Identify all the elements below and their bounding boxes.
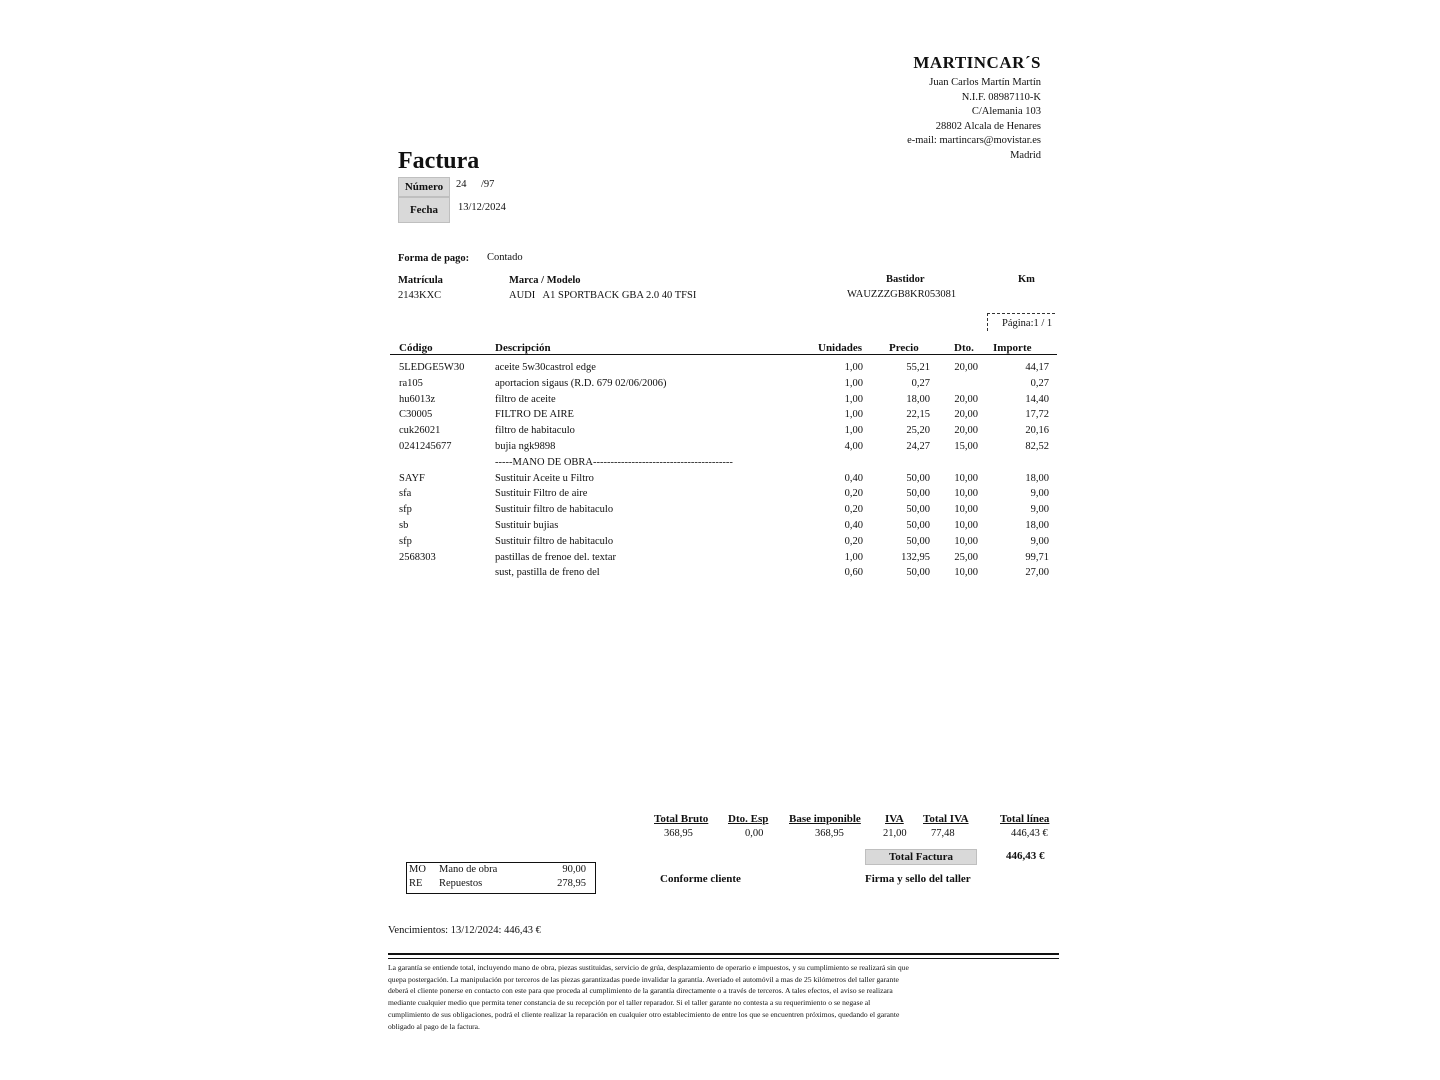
- marca-value: AUDI A1 SPORTBACK GBA 2.0 40 TFSI: [509, 290, 697, 301]
- dto-esp-label: Dto. Esp: [728, 813, 769, 825]
- cell-dto: 10,00: [954, 472, 978, 484]
- page-indicator: Página:1 / 1: [987, 313, 1055, 331]
- cell-descripcion: bujia ngk9898: [495, 440, 556, 452]
- cell-codigo: 2568303: [399, 551, 436, 563]
- col-codigo-header: Código: [399, 342, 433, 354]
- total-factura-value: 446,43 €: [1006, 850, 1045, 862]
- cell-descripcion: FILTRO DE AIRE: [495, 409, 574, 421]
- company-province: Madrid: [1010, 149, 1041, 161]
- company-email: e-mail: martincars@movistar.es: [907, 135, 1041, 147]
- company-owner: Juan Carlos Martín Martín: [929, 77, 1041, 88]
- legal-line: quepa postergación. La manipulación por terceros de las piezas garantizadas puede invalidar la garantía. Averiado el automóvil a mas de 25 kilómetros del taller garante: [388, 974, 899, 984]
- base-imponible-label: Base imponible: [789, 813, 861, 825]
- legal-line: mediante cualquier medio que permita tener constancia de su recepción por el taller reparador. Si el taller garante no contesta a su requerimiento o se negase al: [388, 998, 871, 1008]
- cell-codigo: 5LEDGE5W30: [399, 362, 465, 373]
- cell-dto: 20,00: [954, 409, 978, 421]
- table-header-rule: [390, 354, 1057, 355]
- company-nif: N.I.F. 08987110-K: [961, 91, 1041, 103]
- table-row: [0, 488, 1440, 504]
- table-row: [0, 520, 1440, 536]
- summary-box: [406, 862, 596, 894]
- total-iva-label: Total IVA: [923, 813, 969, 825]
- cell-dto: 10,00: [954, 567, 978, 579]
- summary-label: Mano de obra: [439, 864, 498, 875]
- cell-unidades: 0,20: [844, 504, 863, 516]
- cell-precio: 25,20: [906, 425, 930, 437]
- cell-precio: 50,00: [906, 535, 930, 547]
- cell-dto: 10,00: [954, 519, 978, 531]
- table-row: [0, 473, 1440, 489]
- table-row: [0, 425, 1440, 441]
- cell-codigo: ra105: [399, 377, 423, 389]
- table-row: [0, 378, 1440, 394]
- summary-row: [407, 863, 595, 877]
- cell-importe: 18,00: [1025, 472, 1049, 484]
- bastidor-label: Bastidor: [886, 274, 925, 285]
- km-label: Km: [1018, 274, 1035, 285]
- cell-descripcion: filtro de habitaculo: [495, 425, 575, 437]
- cell-importe: 17,72: [1025, 409, 1049, 421]
- summary-code: RE: [409, 878, 423, 889]
- cell-codigo: cuk26021: [399, 425, 441, 437]
- cell-importe: 9,00: [1030, 535, 1049, 547]
- fecha-value: 13/12/2024: [458, 202, 506, 213]
- bastidor-value: WAUZZZGB8KR053081: [847, 289, 957, 300]
- summary-amount: 278,95: [557, 878, 586, 889]
- cell-importe: 44,17: [1025, 362, 1049, 373]
- payment-value: Contado: [487, 252, 523, 263]
- numero-suffix: /97: [481, 179, 495, 190]
- footer-rule-thin: [388, 958, 1059, 959]
- table-row: [0, 536, 1440, 552]
- fecha-label: Fecha: [398, 197, 450, 223]
- cell-unidades: 1,00: [844, 409, 863, 421]
- cell-dto: 20,00: [954, 362, 978, 373]
- cell-codigo: hu6013z: [399, 393, 436, 405]
- cell-unidades: 0,20: [844, 488, 863, 500]
- table-row: [0, 441, 1440, 457]
- cell-descripcion: aportacion sigaus (R.D. 679 02/06/2006): [495, 377, 667, 389]
- cell-importe: 82,52: [1025, 440, 1049, 452]
- col-importe-header: Importe: [993, 342, 1032, 354]
- conforme-cliente: Conforme cliente: [660, 873, 741, 885]
- cell-precio: 50,00: [906, 504, 930, 516]
- cell-importe: 0,27: [1030, 377, 1049, 389]
- cell-dto: 10,00: [954, 504, 978, 516]
- table-row: [0, 362, 1440, 378]
- cell-importe: 9,00: [1030, 504, 1049, 516]
- iva-label: IVA: [885, 813, 904, 825]
- cell-unidades: 0,60: [844, 567, 863, 579]
- cell-codigo: sb: [399, 519, 409, 531]
- total-bruto-value: 368,95: [664, 828, 693, 839]
- table-row: [0, 504, 1440, 520]
- firma-taller: Firma y sello del taller: [865, 873, 971, 885]
- cell-unidades: 1,00: [844, 551, 863, 563]
- summary-label: Repuestos: [439, 878, 483, 889]
- cell-descripcion: aceite 5w30castrol edge: [495, 362, 596, 373]
- document-title: Factura: [398, 148, 480, 174]
- cell-descripcion: Sustituir filtro de habitaculo: [495, 535, 614, 547]
- dto-esp-value: 0,00: [745, 828, 764, 839]
- cell-unidades: 1,00: [844, 425, 863, 437]
- total-factura-label: Total Factura: [865, 849, 977, 865]
- total-bruto-label: Total Bruto: [654, 813, 709, 825]
- cell-dto: 15,00: [954, 440, 978, 452]
- cell-descripcion: Sustituir filtro de habitaculo: [495, 504, 614, 516]
- total-linea-value: 446,43 €: [1011, 828, 1048, 839]
- cell-unidades: 0,20: [844, 535, 863, 547]
- summary-code: MO: [409, 864, 426, 875]
- cell-codigo: C30005: [399, 409, 433, 421]
- total-iva-value: 77,48: [931, 828, 955, 839]
- cell-precio: 50,00: [906, 472, 930, 484]
- table-row: [0, 409, 1440, 425]
- iva-value: 21,00: [883, 828, 907, 839]
- legal-line: deberá el cliente ponerse en contacto con este para que proceda al cumplimiento de la garantía directamente o a través de terceros. A tales efectos, el aviso se realizara: [388, 986, 893, 996]
- company-city: 28802 Alcala de Henares: [935, 120, 1041, 132]
- base-imponible-value: 368,95: [815, 828, 844, 839]
- company-block: [907, 52, 1041, 164]
- cell-unidades: 1,00: [844, 393, 863, 405]
- vencimientos: Vencimientos: 13/12/2024: 446,43 €: [388, 925, 541, 936]
- cell-dto: 20,00: [954, 425, 978, 437]
- cell-descripcion: Sustituir Filtro de aire: [495, 488, 588, 500]
- numero-label: Número: [398, 177, 450, 197]
- company-street: C/Alemania 103: [971, 106, 1041, 118]
- cell-descripcion: Sustituir bujias: [495, 519, 559, 531]
- cell-importe: 14,40: [1025, 393, 1049, 405]
- table-row: [0, 457, 1440, 473]
- footer-rule-thick: [388, 953, 1059, 955]
- cell-precio: 50,00: [906, 488, 930, 500]
- total-linea-label: Total línea: [1000, 813, 1050, 825]
- cell-descripcion: sust, pastilla de freno del: [495, 567, 600, 579]
- cell-precio: 0,27: [911, 377, 930, 389]
- line-items: [0, 362, 1440, 583]
- table-row: [0, 552, 1440, 568]
- legal-line: obligado al pago de la factura.: [388, 1021, 480, 1031]
- cell-codigo: SAYF: [399, 472, 425, 484]
- col-dto-header: Dto.: [954, 342, 974, 354]
- cell-dto: 10,00: [954, 488, 978, 500]
- cell-descripcion: Sustituir Aceite u Filtro: [495, 472, 594, 484]
- matricula-label: Matrícula: [398, 275, 443, 286]
- cell-unidades: 1,00: [844, 377, 863, 389]
- col-descripcion-header: Descripción: [495, 342, 551, 354]
- cell-importe: 9,00: [1030, 488, 1049, 500]
- summary-row: [407, 877, 595, 891]
- cell-unidades: 0,40: [844, 519, 863, 531]
- col-precio-header: Precio: [889, 342, 919, 354]
- matricula-value: 2143KXC: [398, 290, 442, 301]
- cell-unidades: 1,00: [844, 362, 863, 373]
- cell-precio: 50,00: [906, 567, 930, 579]
- cell-codigo: sfp: [399, 535, 412, 547]
- col-unidades-header: Unidades: [818, 342, 863, 354]
- cell-descripcion: -----MANO DE OBRA----------------------------------------: [495, 456, 733, 468]
- cell-codigo: sfa: [399, 488, 412, 500]
- cell-codigo: sfp: [399, 504, 412, 516]
- cell-importe: 99,71: [1025, 551, 1049, 563]
- cell-importe: 18,00: [1025, 519, 1049, 531]
- legal-line: cumplimiento de sus obligaciones, podrá el cliente realizar la reparación en cualquier otro establecimiento de entre los que se encuentren próximos, quedando el garante: [388, 1009, 900, 1019]
- legal-line: La garantía se entiende total, incluyendo mano de obra, piezas sustituidas, servicio de grúa, desplazamiento de operario e impuestos, y su cumplimiento se realizará sin que: [388, 963, 909, 972]
- marca-label: Marca / Modelo: [509, 275, 581, 286]
- cell-dto: 10,00: [954, 535, 978, 547]
- cell-unidades: 4,00: [844, 440, 863, 452]
- cell-importe: 20,16: [1025, 425, 1049, 437]
- cell-precio: 55,21: [906, 362, 930, 373]
- cell-dto: 25,00: [954, 551, 978, 563]
- company-name: MARTINCAR´S: [913, 53, 1041, 72]
- cell-dto: 20,00: [954, 393, 978, 405]
- cell-precio: 50,00: [906, 519, 930, 531]
- cell-descripcion: pastillas de frenoe del. textar: [495, 551, 616, 563]
- table-row: [0, 567, 1440, 583]
- summary-amount: 90,00: [562, 864, 586, 875]
- cell-codigo: 0241245677: [399, 440, 452, 452]
- cell-precio: 18,00: [906, 393, 930, 405]
- cell-descripcion: filtro de aceite: [495, 393, 556, 405]
- cell-precio: 132,95: [901, 551, 930, 563]
- cell-precio: 22,15: [906, 409, 930, 421]
- cell-unidades: 0,40: [844, 472, 863, 484]
- cell-precio: 24,27: [906, 440, 930, 452]
- cell-importe: 27,00: [1025, 567, 1049, 579]
- numero-value: 24: [456, 179, 467, 190]
- table-row: [0, 394, 1440, 410]
- legal-text: [388, 962, 988, 1032]
- payment-label: Forma de pago:: [398, 253, 470, 264]
